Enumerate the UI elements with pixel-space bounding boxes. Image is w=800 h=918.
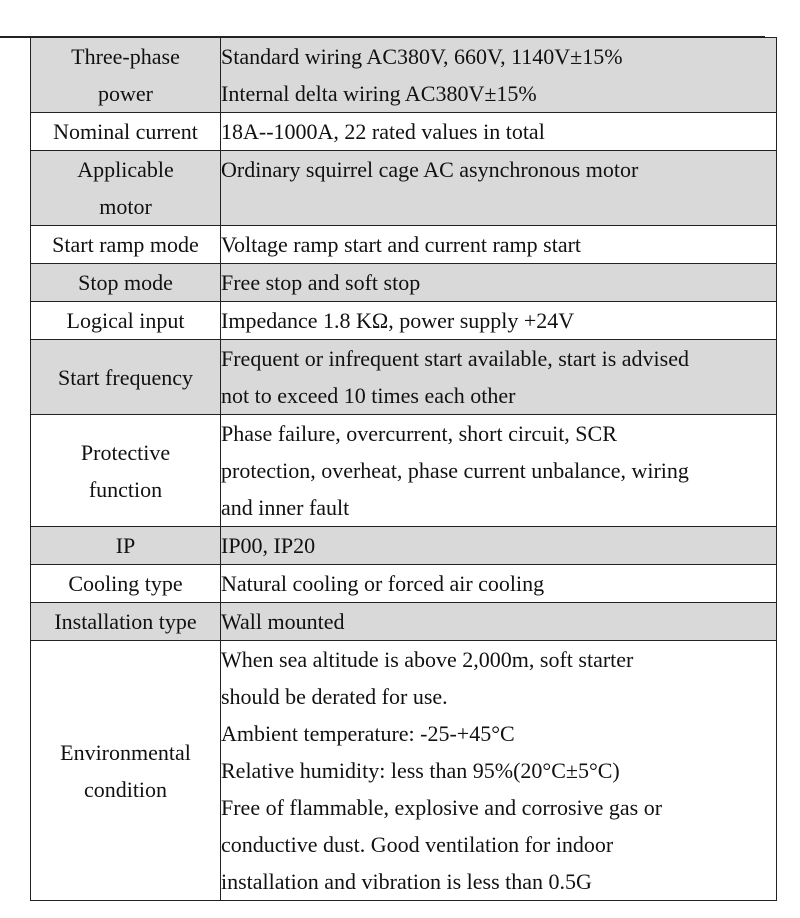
parameter-text: Logical input — [66, 308, 185, 333]
table-row — [31, 603, 777, 641]
value-text: Ordinary squirrel cage AC asynchronous motor — [221, 157, 639, 182]
parameter-cell — [31, 527, 221, 565]
value-text: and inner fault — [221, 495, 350, 520]
value-text: 18A--1000A, 22 rated values in total — [221, 119, 545, 144]
parameter-cell — [31, 151, 221, 226]
table-row — [31, 226, 777, 264]
value-text: should be derated for use. — [221, 684, 448, 709]
parameter-cell — [31, 415, 221, 527]
value-text: Free stop and soft stop — [221, 270, 421, 295]
value-cell — [221, 415, 777, 527]
parameter-text: Start ramp mode — [52, 232, 199, 257]
parameter-cell — [31, 302, 221, 340]
parameter-cell — [31, 226, 221, 264]
value-text: IP00, IP20 — [221, 533, 316, 558]
value-text: Impedance 1.8 KΩ, power supply +24V — [221, 308, 575, 333]
table-row — [31, 151, 777, 226]
parameter-text: Stop mode — [78, 270, 173, 295]
parameter-text: Nominal current — [53, 119, 198, 144]
parameter-text: motor — [99, 194, 152, 219]
value-cell — [221, 603, 777, 641]
value-text: Standard wiring AC380V, 660V, 1140V±15% — [221, 44, 623, 69]
table-row — [31, 565, 777, 603]
table-row — [31, 527, 777, 565]
table-row — [31, 340, 777, 415]
parameter-text: Installation type — [54, 609, 197, 634]
value-text: When sea altitude is above 2,000m, soft starter — [221, 647, 634, 672]
parameter-cell — [31, 264, 221, 302]
parameter-cell — [31, 565, 221, 603]
value-text: Voltage ramp start and current ramp start — [221, 232, 582, 257]
parameter-text: function — [88, 476, 163, 502]
value-cell — [221, 302, 777, 340]
value-text: Internal delta wiring AC380V±15% — [221, 81, 537, 106]
parameter-text: power — [98, 81, 153, 106]
parameter-cell — [31, 603, 221, 641]
table-row — [31, 38, 777, 113]
specification-table-body — [31, 38, 777, 901]
specification-table — [30, 37, 777, 901]
parameter-text: Start frequency — [58, 364, 193, 390]
table-row — [31, 641, 777, 901]
table-row — [31, 415, 777, 527]
value-text: Relative humidity: less than 95%(20°C±5°C) — [221, 758, 620, 783]
value-cell — [221, 565, 777, 603]
value-text: not to exceed 10 times each other — [221, 383, 516, 408]
parameter-text: Environmental — [60, 739, 191, 765]
value-text: installation and vibration is less than 0.5G — [221, 869, 592, 894]
table-row — [31, 113, 777, 151]
table-row — [31, 302, 777, 340]
value-cell — [221, 641, 777, 901]
parameter-cell — [31, 38, 221, 113]
parameter-text: condition — [83, 776, 168, 802]
value-text: protection, overheat, phase current unbalance, wiring — [221, 458, 689, 483]
value-text: Free of flammable, explosive and corrosive gas or — [221, 795, 663, 820]
value-text: Wall mounted — [221, 609, 345, 634]
value-text: Phase failure, overcurrent, short circuit, SCR — [221, 421, 617, 446]
parameter-cell — [31, 340, 221, 415]
value-cell — [221, 38, 777, 113]
parameter-text: Cooling type — [68, 571, 183, 596]
parameter-cell — [31, 113, 221, 151]
value-text: Frequent or infrequent start available, start is advised — [221, 346, 689, 371]
value-text: conductive dust. Good ventilation for indoor — [221, 832, 614, 857]
value-text — [221, 188, 776, 225]
parameter-text: IP — [115, 533, 136, 558]
parameter-text: Applicable — [77, 157, 174, 182]
value-text: Natural cooling or forced air cooling — [221, 571, 545, 596]
value-cell — [221, 151, 777, 226]
value-cell — [221, 527, 777, 565]
parameter-cell — [31, 641, 221, 901]
value-text: Ambient temperature: -25-+45°C — [221, 721, 515, 746]
value-cell — [221, 113, 777, 151]
value-cell — [221, 340, 777, 415]
value-cell — [221, 264, 777, 302]
table-row — [31, 264, 777, 302]
parameter-text: Three-phase — [71, 44, 180, 69]
parameter-text: Protective — [80, 439, 171, 465]
value-cell — [221, 226, 777, 264]
